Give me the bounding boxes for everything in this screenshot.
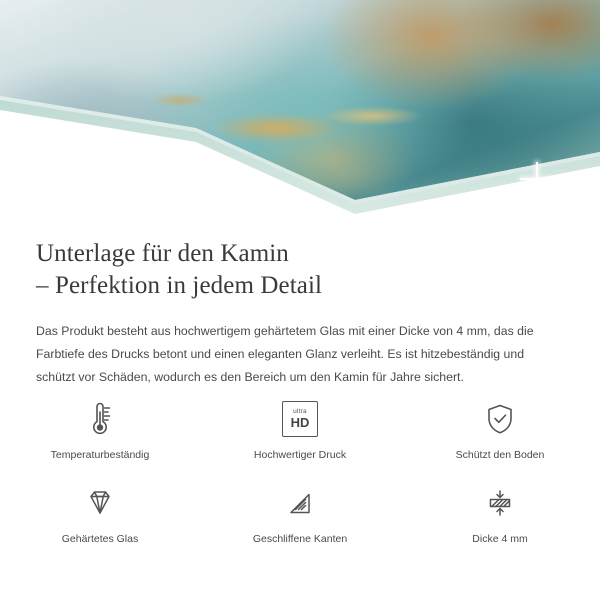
feature-label: Dicke 4 mm bbox=[472, 533, 528, 545]
feature-label: Schützt den Boden bbox=[455, 449, 545, 461]
glass-edge-bevel bbox=[0, 0, 600, 216]
diamond-icon bbox=[80, 482, 120, 524]
page-title-line-2: – Perfektion in jedem Detail bbox=[36, 272, 323, 299]
shield-check-icon bbox=[480, 398, 520, 440]
feature-label: Geschliffene Kanten bbox=[252, 533, 348, 545]
ultra-hd-badge-main: HD bbox=[290, 415, 310, 431]
feature-thickness bbox=[400, 476, 600, 556]
page-title bbox=[0, 216, 600, 302]
thickness-icon bbox=[480, 482, 520, 524]
feature-label: Temperaturbeständig bbox=[50, 449, 150, 461]
polished-edges-icon bbox=[280, 482, 320, 524]
feature-grid bbox=[0, 392, 600, 556]
feature-label: Gehärtetes Glas bbox=[61, 533, 139, 545]
thermometer-icon bbox=[80, 398, 120, 440]
page-title-line-1: Unterlage für den Kamin bbox=[36, 240, 289, 267]
feature-high-quality-print bbox=[200, 392, 400, 472]
ultra-hd-badge-top: ultra bbox=[293, 407, 307, 415]
description-paragraph: Das Produkt besteht aus hochwertigem gehärtetem Glas mit einer Dicke von 4 mm, das die Farbtiefe des Drucks betont und einen eleganten Glanz verleiht. Es ist hitzebeständig und schützt vor Schäden, wodurch es den Bereich um den Kamin für Jahre sichert. bbox=[36, 324, 534, 384]
glass-edge-band bbox=[0, 0, 600, 216]
hero-image bbox=[0, 0, 600, 216]
feature-protects-floor bbox=[400, 392, 600, 472]
ultra-hd-icon bbox=[282, 398, 318, 440]
text-content bbox=[0, 216, 600, 389]
feature-label: Hochwertiger Druck bbox=[253, 449, 347, 461]
feature-tempered-glass bbox=[0, 476, 200, 556]
feature-temperature-resistant bbox=[0, 392, 200, 472]
feature-polished-edges bbox=[200, 476, 400, 556]
